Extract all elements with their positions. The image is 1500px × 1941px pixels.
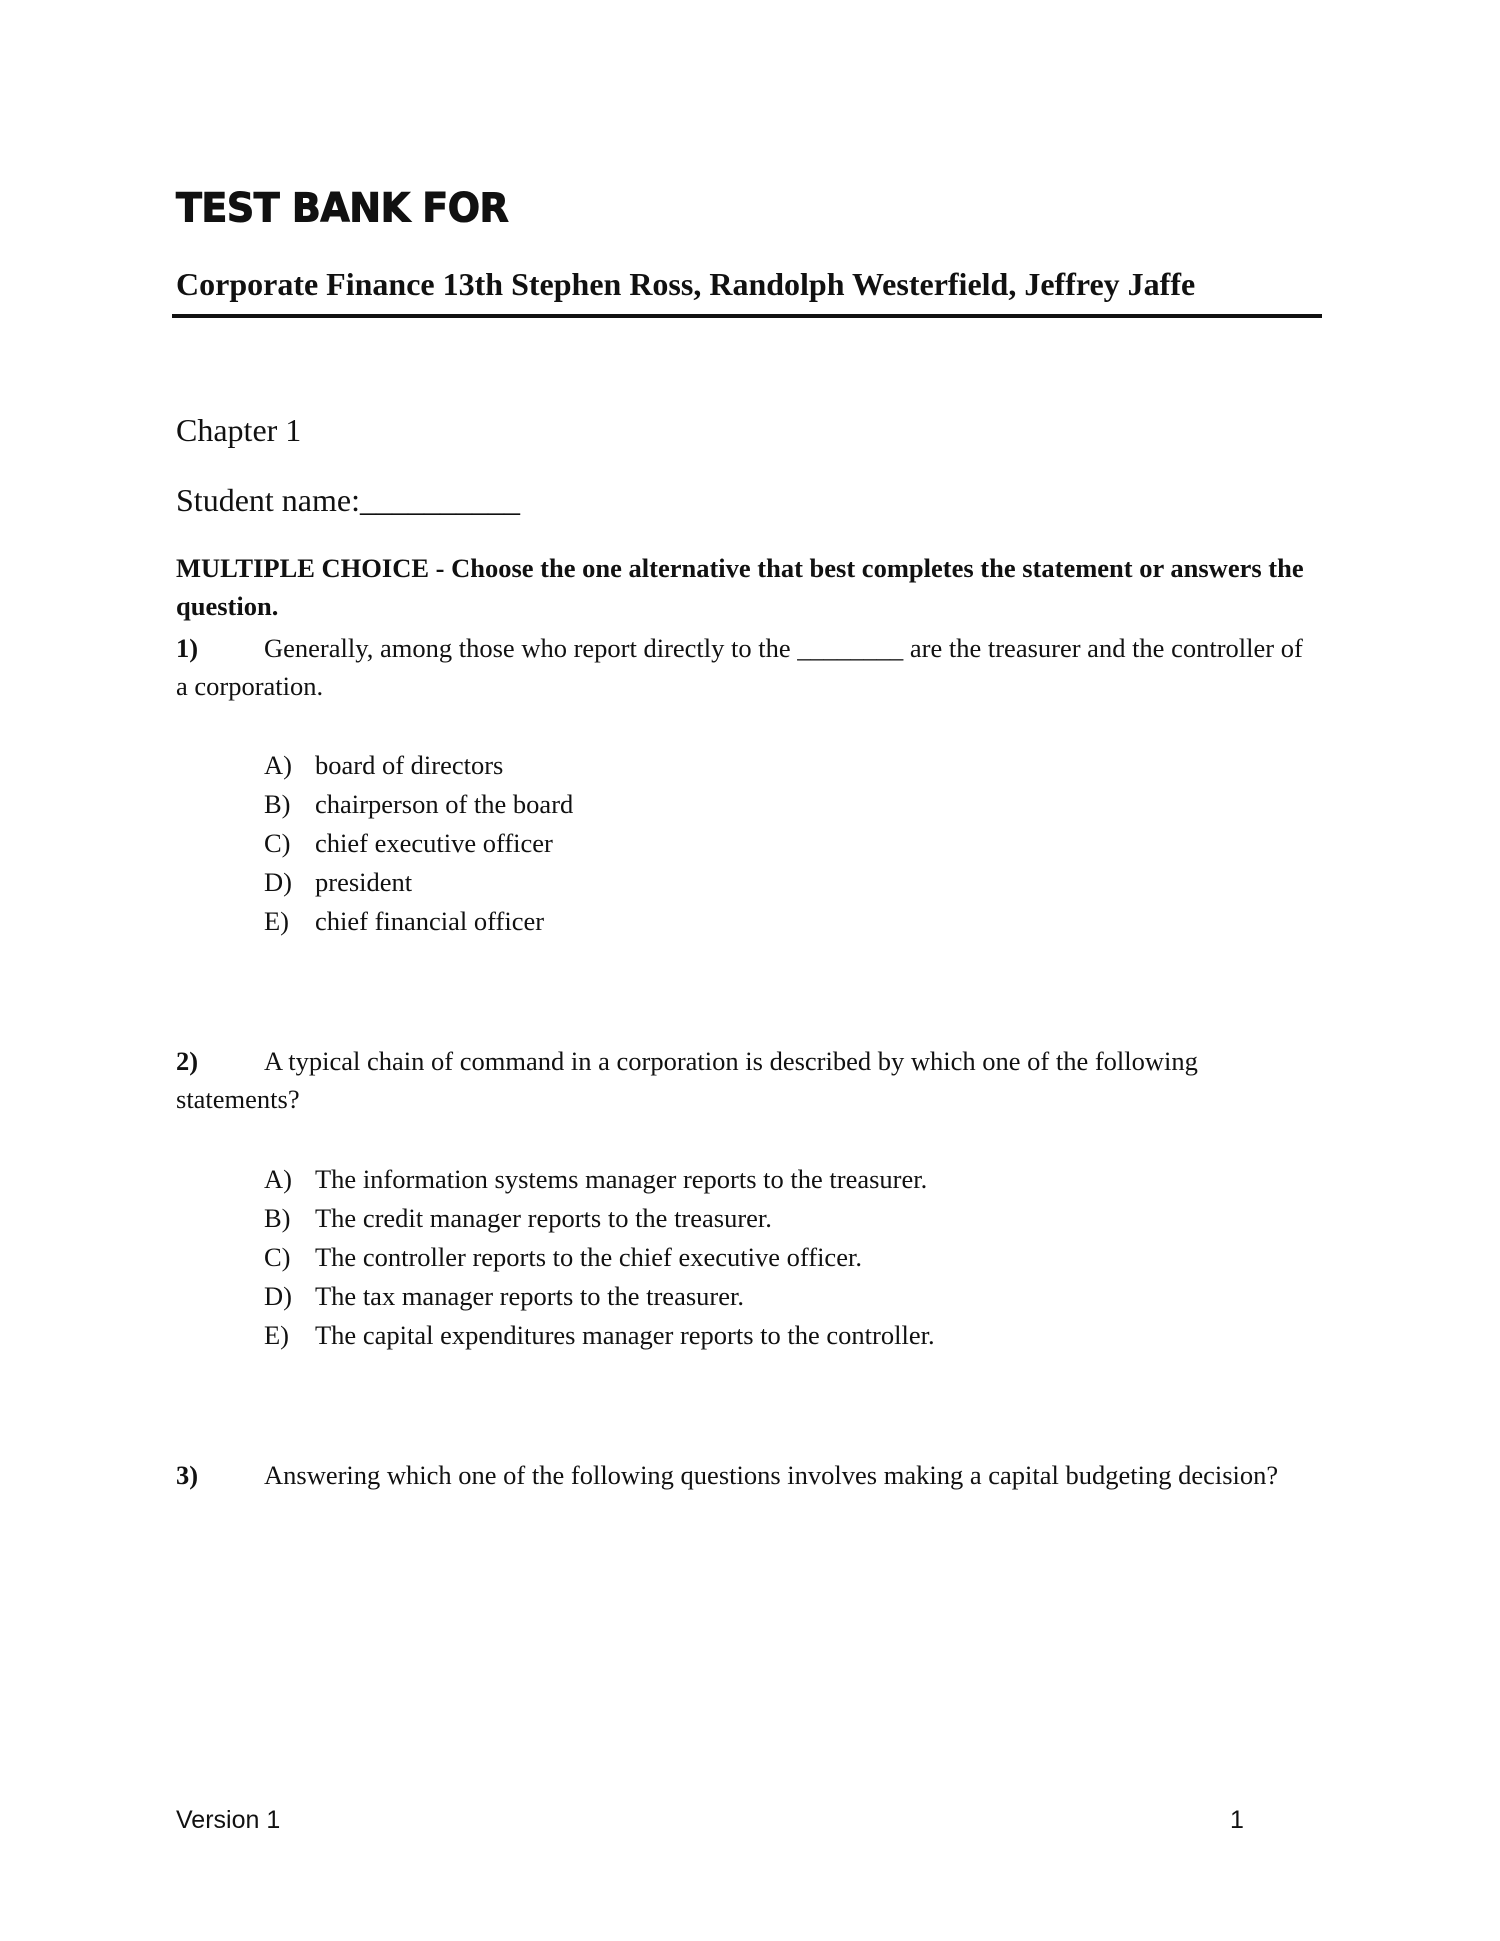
option-letter: E) [264, 906, 290, 936]
question-2 [176, 1042, 1316, 1118]
question-1 [176, 629, 1316, 705]
option-text: chief executive officer [315, 828, 553, 858]
option-text: The credit manager reports to the treasurer. [315, 1203, 772, 1233]
option-item [264, 824, 573, 863]
question-text: A typical chain of command in a corporation is described by which one of the following statements? [176, 1046, 1198, 1114]
chapter-label: Chapter 1 [176, 412, 302, 448]
question-text: Generally, among those who report directly to the ________ are the treasurer and the controller of a corporation. [176, 633, 1303, 701]
option-item [264, 785, 573, 824]
book-subtitle: Corporate Finance 13th Stephen Ross, Randolph Westerfield, Jeffrey Jaffe [176, 266, 1196, 302]
option-text: board of directors [315, 750, 504, 780]
question-1-options [264, 746, 573, 941]
page-number: 1 [1230, 1806, 1244, 1834]
instructions: MULTIPLE CHOICE - Choose the one alternative that best completes the statement or answers the question. [176, 553, 1304, 621]
option-text: The tax manager reports to the treasurer. [315, 1281, 744, 1311]
option-text: chief financial officer [315, 906, 545, 936]
option-text: The controller reports to the chief executive officer. [315, 1242, 862, 1272]
question-number: 1) [176, 633, 199, 663]
question-number: 3) [176, 1460, 199, 1490]
option-letter: C) [264, 828, 291, 858]
option-item [264, 902, 573, 941]
option-text: The information systems manager reports to the treasurer. [315, 1164, 928, 1194]
option-item [264, 1160, 935, 1199]
title-underline [172, 314, 1322, 318]
option-text: The capital expenditures manager reports to the controller. [315, 1320, 935, 1350]
page-title: TEST BANK FOR [176, 184, 509, 232]
option-item [264, 1199, 935, 1238]
option-letter: D) [264, 1281, 292, 1311]
option-item [264, 1316, 935, 1355]
option-item [264, 746, 573, 785]
question-text: Answering which one of the following questions involves making a capital budgeting decision? [264, 1460, 1279, 1490]
option-item [264, 1238, 935, 1277]
option-item [264, 1277, 935, 1316]
student-name-field: Student name:__________ [176, 482, 520, 518]
option-item [264, 863, 573, 902]
option-letter: E) [264, 1320, 290, 1350]
option-letter: B) [264, 1203, 291, 1233]
option-text: chairperson of the board [315, 789, 574, 819]
option-letter: A) [264, 750, 292, 780]
option-letter: A) [264, 1164, 292, 1194]
question-number: 2) [176, 1046, 199, 1076]
option-letter: C) [264, 1242, 291, 1272]
version-label: Version 1 [176, 1806, 281, 1834]
option-letter: D) [264, 867, 292, 897]
option-letter: B) [264, 789, 291, 819]
question-3 [176, 1456, 1316, 1494]
question-2-options [264, 1160, 935, 1355]
option-text: president [315, 867, 413, 897]
